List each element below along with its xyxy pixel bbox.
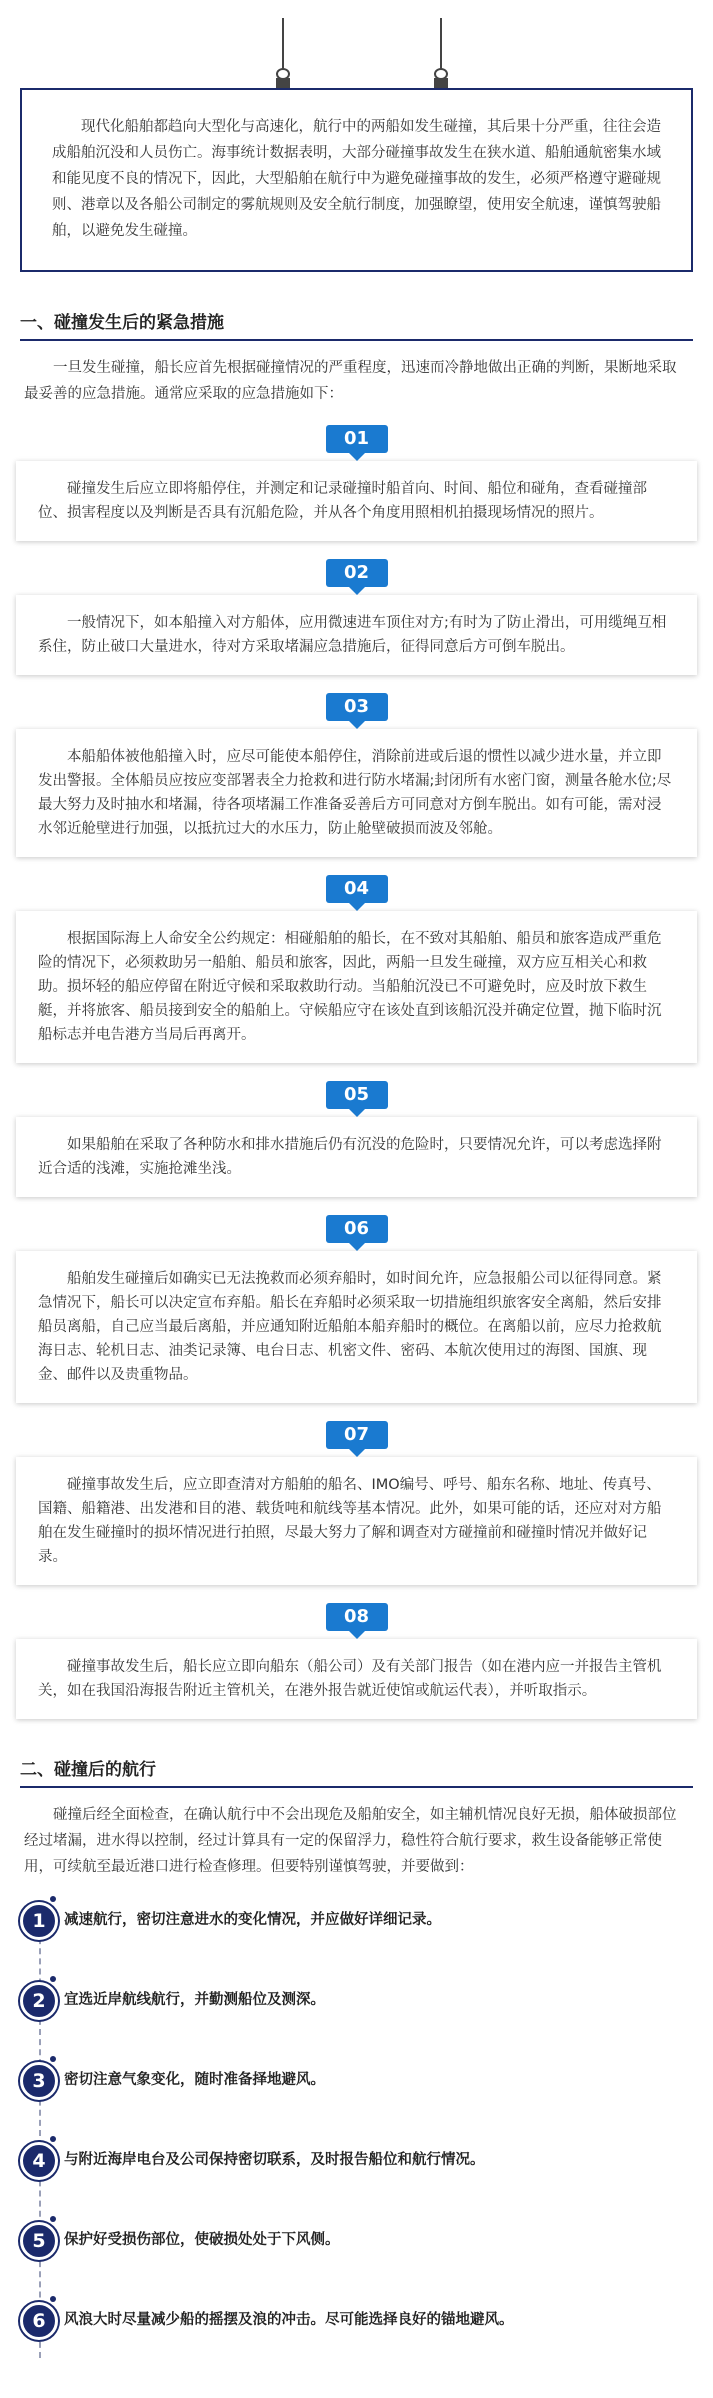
- measure-item: [16, 421, 697, 541]
- measure-card: 船舶发生碰撞后如确实已无法挽救而必须弃船时，如时间允许，应急报船公司以征得同意。紧急情况下，船长可以决定宣布弃船。船长在弃船时必须采取一切措施组织旅客安全离船，然后安排船员离船，自己应当最后离船，并应通知附近船舶本船弃船时的概位。在离船以前，应尽力抢救航海日志、轮机日志、油类记录簿、电台日志、机密文件、密码、本航次使用过的海图、国旗、现金、邮件以及贵重物品。: [16, 1251, 697, 1403]
- step-number-circle: 5: [20, 2222, 58, 2260]
- step-number-circle: 3: [20, 2062, 58, 2100]
- hanging-clip-left: [276, 78, 290, 88]
- measure-card: 如果船舶在采取了各种防水和排水措施后仍有沉没的危险时，只要情况允许，可以考虑选择附近合适的浅滩，实施抢滩坐浅。: [16, 1117, 697, 1197]
- hanging-cord-right: [440, 18, 442, 72]
- step-text: 密切注意气象变化，随时准备择地避风。: [64, 2072, 325, 2088]
- step-dot: [50, 2216, 56, 2222]
- measure-card: 碰撞事故发生后，应立即查清对方船舶的船名、IMO编号、呼号、船东名称、地址、传真号、国籍、船籍港、出发港和目的港、载货吨和航线等基本情况。此外，如果可能的话，还应对对方船舶在发生碰撞时的损坏情况进行拍照，尽最大努力了解和调查对方碰撞前和碰撞时情况并做好记录。: [16, 1457, 697, 1585]
- step-dot: [50, 2136, 56, 2142]
- step-text: 与附近海岸电台及公司保持密切联系，及时报告船位和航行情况。: [64, 2152, 485, 2168]
- measure-card: 本船船体被他船撞入时，应尽可能使本船停住，消除前进或后退的惯性以减少进水量，并立即发出警报。全体船员应按应变部署表全力抢救和进行防水堵漏;封闭所有水密门窗，测量各舱水位;尽最大努力及时抽水和堵漏，待各项堵漏工作准备妥善后方可同意对方倒车脱出。如有可能，需对浸水邻近舱壁进行加强，以抵抗过大的水压力，防止舱壁破损而波及邻舱。: [16, 729, 697, 857]
- measure-number-badge: 08: [326, 1603, 388, 1631]
- step-number-circle: 6: [20, 2302, 58, 2340]
- step-item: [20, 1978, 693, 2058]
- measure-number-badge: 07: [326, 1421, 388, 1449]
- section2-lead: 碰撞后经全面检查，在确认航行中不会出现危及船舶安全，如主辅机情况良好无损，船体破损部位经过堵漏，进水得以控制，经过计算具有一定的保留浮力，稳性符合航行要求，救生设备能够正常使用，可续航至最近港口进行检查修理。但要特别谨慎驾驶，并要做到：: [24, 1807, 677, 1875]
- measure-item: [16, 689, 697, 857]
- measure-number-badge: 04: [326, 875, 388, 903]
- step-item: [20, 2058, 693, 2138]
- measure-item: [16, 555, 697, 675]
- measure-item: [16, 871, 697, 1063]
- intro-box: [20, 88, 693, 272]
- step-dot: [50, 1976, 56, 1982]
- step-text: 宜选近岸航线航行，并勤测船位及测深。: [64, 1992, 325, 2008]
- measure-number-badge: 03: [326, 693, 388, 721]
- section1-lead: 一旦发生碰撞，船长应首先根据碰撞情况的严重程度，迅速而冷静地做出正确的判断，果断地采取最妥善的应急措施。通常应采取的应急措施如下：: [24, 360, 677, 402]
- step-item: [20, 1898, 693, 1978]
- step-number-circle: 4: [20, 2142, 58, 2180]
- measure-item: [16, 1077, 697, 1197]
- measure-card: 碰撞发生后应立即将船停住，并测定和记录碰撞时船首向、时间、船位和碰角，查看碰撞部位、损害程度以及判断是否具有沉船危险，并从各个角度用照相机拍摄现场情况的照片。: [16, 461, 697, 541]
- step-dot: [50, 2056, 56, 2062]
- measure-number-badge: 01: [326, 425, 388, 453]
- measure-card: 一般情况下，如本船撞入对方船体，应用微速进车顶住对方;有时为了防止滑出，可用缆绳互相系住，防止破口大量进水，待对方采取堵漏应急措施后，征得同意后方可倒车脱出。: [16, 595, 697, 675]
- hanging-cord-left: [282, 18, 284, 72]
- measure-card: 碰撞事故发生后，船长应立即向船东（船公司）及有关部门报告（如在港内应一并报告主管机关，如在我国沿海报告附近主管机关，在港外报告就近使馆或航运代表），并听取指示。: [16, 1639, 697, 1719]
- step-number-circle: 1: [20, 1902, 58, 1940]
- step-item: [20, 2218, 693, 2298]
- measure-item: [16, 1599, 697, 1719]
- hanging-clip-right: [434, 78, 448, 88]
- measures-list: [0, 421, 713, 1719]
- step-dot: [50, 1896, 56, 1902]
- navigation-steps: [20, 1898, 693, 2398]
- measure-number-badge: 06: [326, 1215, 388, 1243]
- step-number-circle: 2: [20, 1982, 58, 2020]
- measure-item: [16, 1417, 697, 1585]
- step-item: [20, 2138, 693, 2218]
- step-dot: [50, 2296, 56, 2302]
- step-item: [20, 2298, 693, 2378]
- intro-text: 现代化船舶都趋向大型化与高速化，航行中的两船如发生碰撞，其后果十分严重，往往会造成船舶沉没和人员伤亡。海事统计数据表明，大部分碰撞事故发生在狭水道、船舶通航密集水域和能见度不良的情况下，因此，大型船舶在航行中为避免碰撞事故的发生，必须严格遵守避碰规则、港章以及各船公司制定的雾航规则及安全航行制度，加强瞭望，使用安全航速，谨慎驾驶船舶，以避免发生碰撞。: [52, 119, 661, 239]
- step-text: 保护好受损伤部位，使破损处处于下风侧。: [64, 2232, 340, 2248]
- section2-title: 二、碰撞后的航行: [20, 1755, 693, 1788]
- step-text: 风浪大时尽量减少船的摇摆及浪的冲击。尽可能选择良好的锚地避风。: [64, 2312, 514, 2328]
- section1-title: 一、碰撞发生后的紧急措施: [20, 308, 693, 341]
- measure-number-badge: 02: [326, 559, 388, 587]
- measure-card: 根据国际海上人命安全公约规定：相碰船舶的船长，在不致对其船舶、船员和旅客造成严重危险的情况下，必须救助另一船舶、船员和旅客，因此，两船一旦发生碰撞，双方应互相关心和救助。损坏轻的船应停留在附近守候和采取救助行动。当船舶沉没已不可避免时，应及时放下救生艇，并将旅客、船员接到安全的船舶上。守候船应守在该处直到该船沉没并确定位置，抛下临时沉船标志并电告港方当局后再离开。: [16, 911, 697, 1063]
- step-text: 减速航行，密切注意进水的变化情况，并应做好详细记录。: [64, 1912, 441, 1928]
- measure-item: [16, 1211, 697, 1403]
- measure-number-badge: 05: [326, 1081, 388, 1109]
- hanging-board-decoration: [0, 0, 713, 88]
